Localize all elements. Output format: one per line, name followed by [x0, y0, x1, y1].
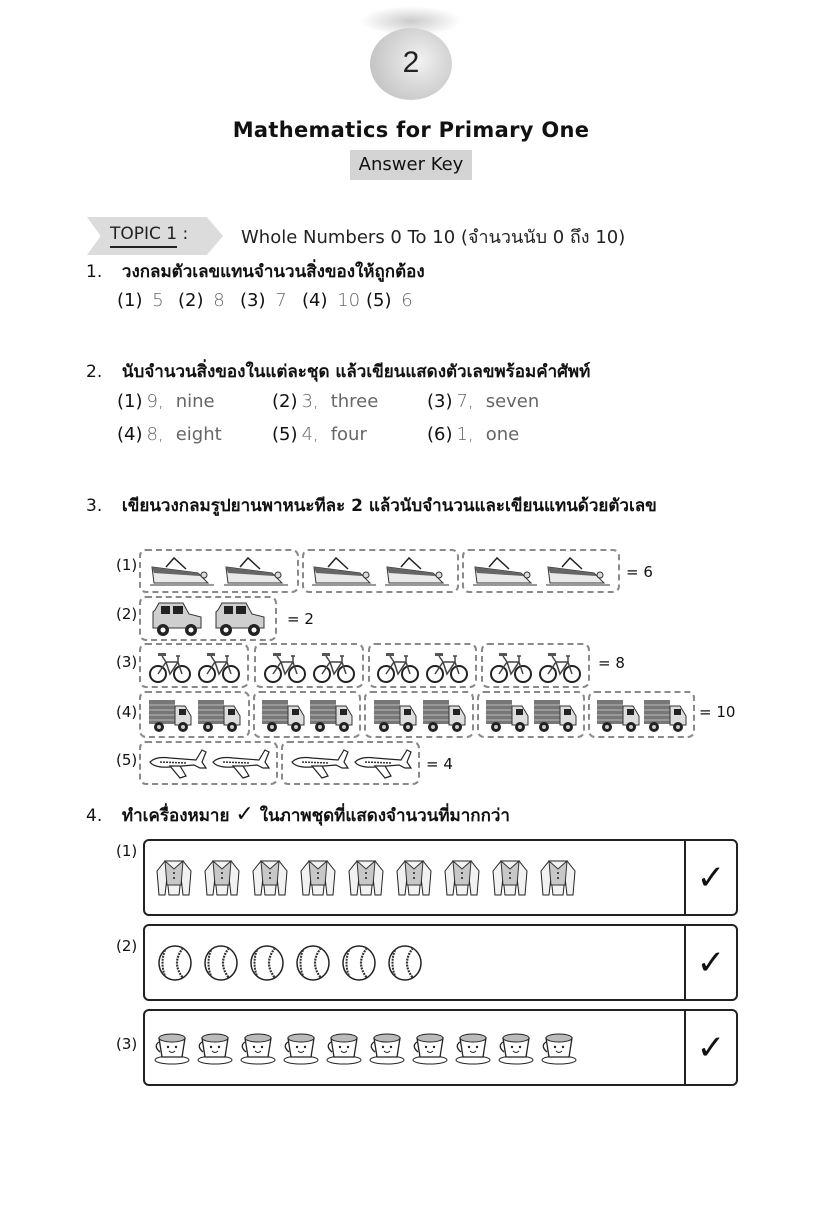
bicycle-icon: [263, 648, 307, 684]
bicycle-icon: [148, 648, 192, 684]
compare-box: [143, 839, 738, 916]
vehicle-total: = 6: [626, 563, 653, 581]
baseball-icon: [203, 944, 239, 982]
vehicle-row-label: (4): [116, 703, 138, 721]
bicycle-icon: [538, 648, 582, 684]
bicycle-icon: [197, 648, 241, 684]
teacup-icon: [282, 1030, 321, 1066]
question-instruction: เขียนวงกลมรูปยานพาหนะทีละ 2 แล้วนับจำนวนและเขียนแทนด้วยตัวเลข: [121, 496, 657, 516]
boat-icon: [222, 555, 290, 587]
compare-items: [153, 1011, 579, 1084]
vehicle-total: = 10: [699, 703, 736, 721]
teacup-icon: [196, 1030, 235, 1066]
boat-icon: [148, 555, 216, 587]
boat-icon: [471, 555, 539, 587]
vehicle-group: [253, 691, 361, 738]
question-number: 1.: [86, 262, 103, 282]
vehicle-group: [481, 643, 590, 688]
shirt-icon: [153, 857, 195, 899]
truck-icon: [532, 696, 578, 734]
teacup-icon: [454, 1030, 493, 1066]
vehicle-group: [281, 741, 420, 785]
answer-item: (3) 7, seven: [427, 391, 540, 412]
answer-item: (5) 4, four: [272, 424, 367, 445]
vehicle-group: [368, 643, 477, 688]
check-mark-icon: ✓: [684, 841, 736, 914]
baseball-icon: [387, 944, 423, 982]
shirt-icon: [345, 857, 387, 899]
question-2-heading: [86, 358, 590, 385]
compare-box: [143, 924, 738, 1001]
shirt-icon: [441, 857, 483, 899]
check-mark-icon: ✓: [235, 802, 254, 827]
airplane-icon: [209, 746, 271, 780]
truck-icon: [595, 696, 641, 734]
truck-icon: [260, 696, 306, 734]
teacup-icon: [153, 1030, 192, 1066]
topic-title: Whole Numbers 0 To 10 (จำนวนนับ 0 ถึง 10): [241, 227, 626, 248]
vehicle-group: [139, 741, 278, 785]
answer-key-label: Answer Key: [350, 150, 472, 180]
boat-icon: [383, 555, 451, 587]
bicycle-icon: [489, 648, 533, 684]
question-number: 4.: [86, 806, 103, 826]
question-instruction: วงกลมตัวเลขแทนจำนวนสิ่งของให้ถูกต้อง: [121, 262, 425, 282]
vehicle-row-label: (3): [116, 653, 138, 671]
vehicle-total: = 4: [426, 755, 453, 773]
truck-icon: [147, 696, 193, 734]
compare-box: [143, 1009, 738, 1086]
check-mark-icon: ✓: [684, 926, 736, 999]
answer-item: (2) 3, three: [272, 391, 379, 412]
vehicle-row-label: (2): [116, 605, 138, 623]
page-number: 2: [402, 46, 420, 79]
boat-icon: [310, 555, 378, 587]
compare-row-label: (1): [116, 842, 138, 860]
answer-item: (4) 10: [302, 290, 361, 311]
airplane-icon: [351, 746, 413, 780]
question-instruction: นับจำนวนสิ่งของในแต่ละชุด แล้วเขียนแสดงตัวเลขพร้อมคำศัพท์: [121, 362, 591, 382]
bicycle-icon: [376, 648, 420, 684]
question-instruction-before: ทำเครื่องหมาย: [121, 806, 230, 826]
vehicle-group: [139, 549, 299, 593]
vehicle-group: [139, 643, 249, 688]
vehicle-group: [254, 643, 364, 688]
answer-item: (1) 5: [117, 290, 164, 311]
vehicle-group: [462, 549, 620, 593]
vehicle-group: [302, 549, 459, 593]
teacup-icon: [368, 1030, 407, 1066]
vehicle-group: [588, 691, 695, 738]
compare-items: [153, 841, 579, 914]
answer-item: (5) 6: [366, 290, 413, 311]
question-number: 3.: [86, 496, 103, 516]
car-icon: [212, 600, 268, 638]
shirt-icon: [249, 857, 291, 899]
vehicle-row-label: (1): [116, 556, 138, 574]
topic-separator: :: [182, 224, 189, 244]
shirt-icon: [297, 857, 339, 899]
airplane-icon: [288, 746, 350, 780]
airplane-icon: [146, 746, 208, 780]
page-number-badge: [370, 28, 452, 100]
boat-icon: [544, 555, 612, 587]
teacup-icon: [497, 1030, 536, 1066]
vehicle-group: [364, 691, 474, 738]
answer-item: (4) 8, eight: [117, 424, 222, 445]
document-title: Mathematics for Primary One: [232, 118, 590, 142]
answer-item: (1) 9, nine: [117, 391, 215, 412]
shirt-icon: [489, 857, 531, 899]
compare-row-label: (2): [116, 937, 138, 955]
vehicle-total: = 2: [287, 610, 314, 628]
question-3-heading: [86, 492, 657, 519]
answer-item: (6) 1, one: [427, 424, 520, 445]
bicycle-icon: [425, 648, 469, 684]
topic-number: TOPIC 1: [110, 224, 177, 248]
truck-icon: [308, 696, 354, 734]
teacup-icon: [411, 1030, 450, 1066]
baseball-icon: [295, 944, 331, 982]
shirt-icon: [393, 857, 435, 899]
bicycle-icon: [312, 648, 356, 684]
answer-item: (3) 7: [240, 290, 287, 311]
question-1-heading: [86, 258, 425, 285]
answer-item: (2) 8: [178, 290, 225, 311]
baseball-icon: [249, 944, 285, 982]
compare-row-label: (3): [116, 1035, 138, 1053]
vehicle-group: [139, 596, 277, 641]
compare-items: [157, 926, 423, 999]
question-4-heading: [86, 802, 510, 829]
teacup-icon: [540, 1030, 579, 1066]
teacup-icon: [325, 1030, 364, 1066]
vehicle-total: = 8: [598, 654, 625, 672]
truck-icon: [421, 696, 467, 734]
vehicle-group: [139, 691, 250, 738]
vehicle-group: [477, 691, 585, 738]
vehicle-row-label: (5): [116, 751, 138, 769]
question-instruction-after: ในภาพชุดที่แสดงจำนวนที่มากกว่า: [259, 806, 510, 826]
topic-label: [110, 224, 188, 244]
truck-icon: [642, 696, 688, 734]
check-mark-icon: ✓: [684, 1011, 736, 1084]
question-number: 2.: [86, 362, 103, 382]
truck-icon: [484, 696, 530, 734]
truck-icon: [196, 696, 242, 734]
teacup-icon: [239, 1030, 278, 1066]
baseball-icon: [157, 944, 193, 982]
shirt-icon: [201, 857, 243, 899]
truck-icon: [372, 696, 418, 734]
shirt-icon: [537, 857, 579, 899]
baseball-icon: [341, 944, 377, 982]
car-icon: [149, 600, 205, 638]
